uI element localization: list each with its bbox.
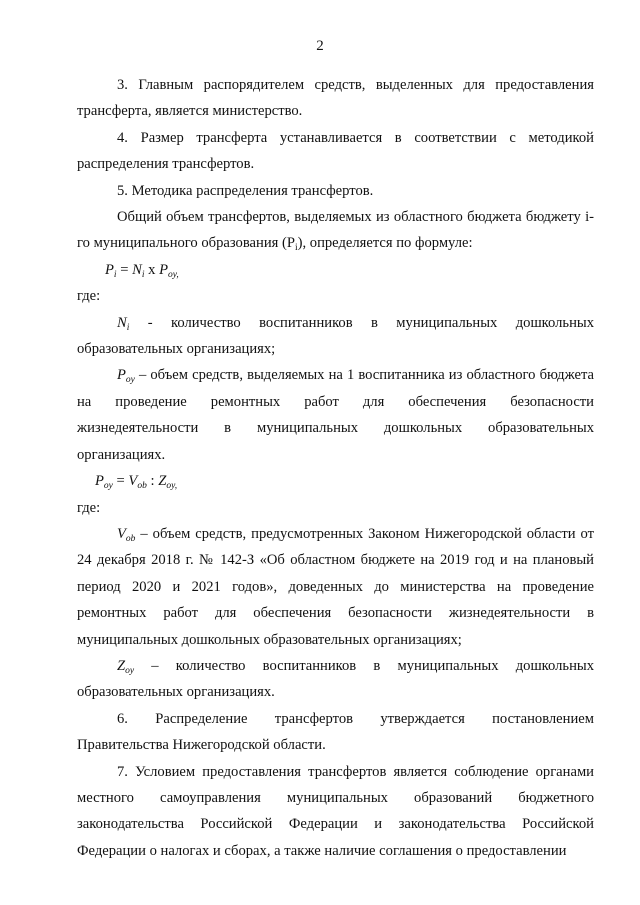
- definition-N: $N_i$ - количество воспитанников в муниципальных дошкольных образовательных организациях;: [77, 314, 594, 358]
- paragraph-7: 7. Условием предоставления трансфертов является соблюдение органами местного самоуправления муниципальных образований бюджетного законодательства Российской Федерации и законодательства Российской Федерации о налогах и сборах, а также наличие соглашения о предоставлении: [77, 763, 594, 859]
- paragraph-5: 5. Методика распределения трансфертов.: [117, 182, 374, 199]
- formula-1: $P_i = N_i$ x $P_{oy,}$: [105, 261, 179, 280]
- definition-P: $P_{oy}$ – объем средств, выделяемых на 1 воспитанника из областного бюджета на проведение ремонтных работ для обеспечения безопасности жизнедеятельности в муниципальных дошкольных образовательных организациях.: [77, 367, 594, 463]
- document-body: [77, 72, 594, 864]
- page-number: 2: [316, 38, 324, 54]
- definition-V: $V_{ob}$ – объем средств, предусмотренных Законом Нижегородской области от 24 декабря 2018 г. № 142-З «Об областном бюджете на 2019 год и на плановый период 2020 и 2021 годов», доведенных до министерства на проведение ремонтных работ для обеспечения безопасности жизнедеятельности в муниципальных дошкольных образовательных организациях;: [77, 525, 594, 648]
- formula-2: $P_{oy} = V_{ob}$ : $Z_{oy,}$: [95, 473, 178, 492]
- paragraph-4: 4. Размер трансферта устанавливается в соответствии с методикой распределения трансфертов.: [77, 129, 594, 173]
- paragraph-6: 6. Распределение трансфертов утверждается постановлением Правительства Нижегородской области.: [77, 710, 594, 754]
- paragraph-total-volume: Общий объем трансфертов, выделяемых из областного бюджета бюджету i-го муниципального образования $(P_i)$, определяется по формуле:: [77, 209, 594, 254]
- definition-Z: $Z_{oy}$ – количество воспитанников в муниципальных дошкольных образовательных организациях.: [77, 657, 594, 701]
- where-label-2: где:: [77, 499, 101, 516]
- where-label-1: где:: [77, 288, 101, 305]
- paragraph-3: 3. Главным распорядителем средств, выделенных для предоставления трансферта, является министерство.: [77, 77, 594, 120]
